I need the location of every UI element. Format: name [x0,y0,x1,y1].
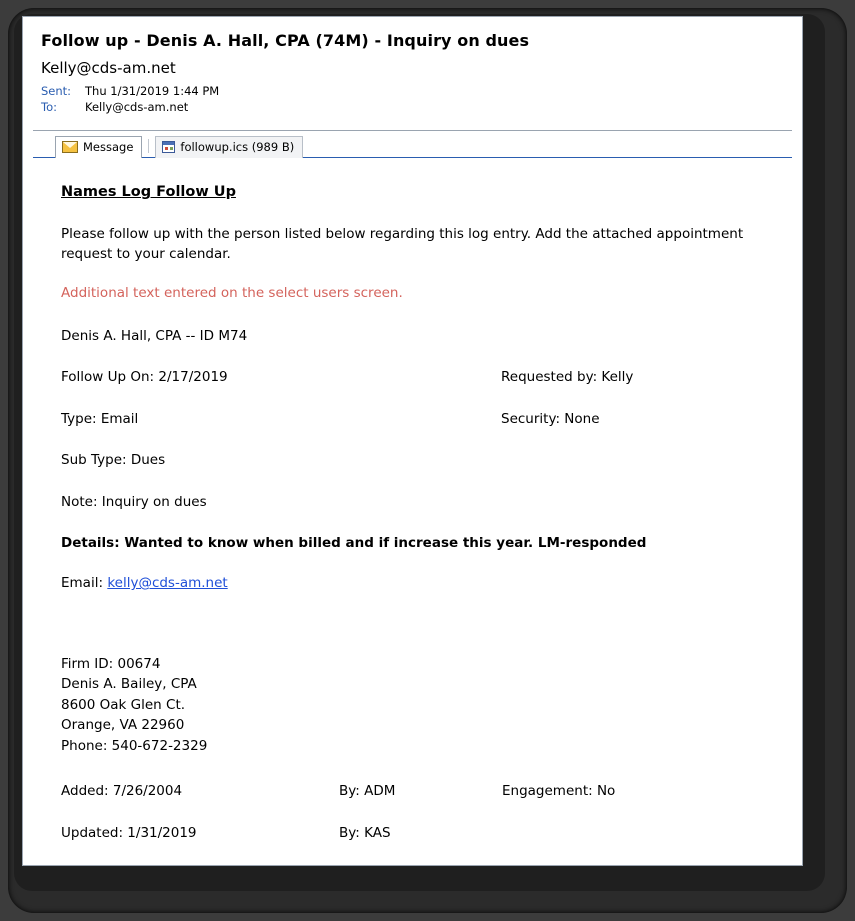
row-type-security [61,410,764,430]
firm-street-line: 8600 Oak Glen Ct. [61,696,186,713]
email-sent-label: Sent: [41,84,72,98]
email-row [61,574,764,594]
updated-by-value: By: KAS [339,824,391,841]
email-subject: Follow up - Denis A. Hall, CPA (74M) - Inquiry on dues [41,31,530,50]
additional-text-note: Additional text entered on the select users screen. [61,285,403,302]
sub-type-value: Sub Type: Dues [61,452,166,469]
firm-phone-line: Phone: 540-672-2329 [61,737,208,754]
tab-separator [148,139,149,153]
follow-up-on-value: Follow Up On: 2/17/2019 [61,369,228,386]
row-followup-requested [61,368,764,388]
email-row-label: Email: [61,575,104,592]
updated-value: Updated: 1/31/2019 [61,824,197,841]
calendar-icon [162,141,175,153]
email-address-link[interactable]: kelly@cds-am.net [107,575,228,592]
person-line: Denis A. Hall, CPA -- ID M74 [61,327,248,344]
email-to-row [41,100,784,115]
email-sent-value: Thu 1/31/2019 1:44 PM [85,84,220,98]
firm-id-line: Firm ID: 00674 [61,655,161,672]
security-value: Security: None [501,410,600,427]
email-to-label: To: [41,100,57,114]
note-value: Note: Inquiry on dues [61,493,207,510]
updated-extra-value [502,824,722,844]
type-value: Type: Email [61,410,139,427]
firm-address-block [61,654,764,757]
tab-attachment-followup-ics[interactable] [155,136,303,158]
engagement-value: Engagement: No [502,783,616,800]
row-added [61,782,764,802]
details-value: Details: Wanted to know when billed and if increase this year. LM-responded [61,534,647,551]
body-paragraph: Please follow up with the person listed below regarding this log entry. Add the attached appointment request to your calendar. [61,226,744,262]
email-to-value: Kelly@cds-am.net [85,100,189,114]
message-attachment-tabbar [33,130,792,158]
email-sent-row [41,84,784,99]
email-body [23,158,802,866]
requested-by-value: Requested by: Kelly [501,369,634,386]
tab-attachment-label: followup.ics (989 B) [180,140,295,154]
tab-message-label: Message [83,140,134,154]
tab-message[interactable] [55,136,142,158]
firm-name-line: Denis A. Bailey, CPA [61,676,197,693]
added-by-value: By: ADM [339,783,396,800]
added-value: Added: 7/26/2004 [61,783,183,800]
body-title: Names Log Follow Up [61,184,236,200]
firm-city-line: Orange, VA 22960 [61,717,185,734]
row-updated [61,824,764,844]
email-sender: Kelly@cds-am.net [41,59,176,77]
email-reading-pane [22,16,803,866]
body-spacer [61,616,764,654]
mail-icon [62,141,78,153]
email-header [23,17,802,122]
